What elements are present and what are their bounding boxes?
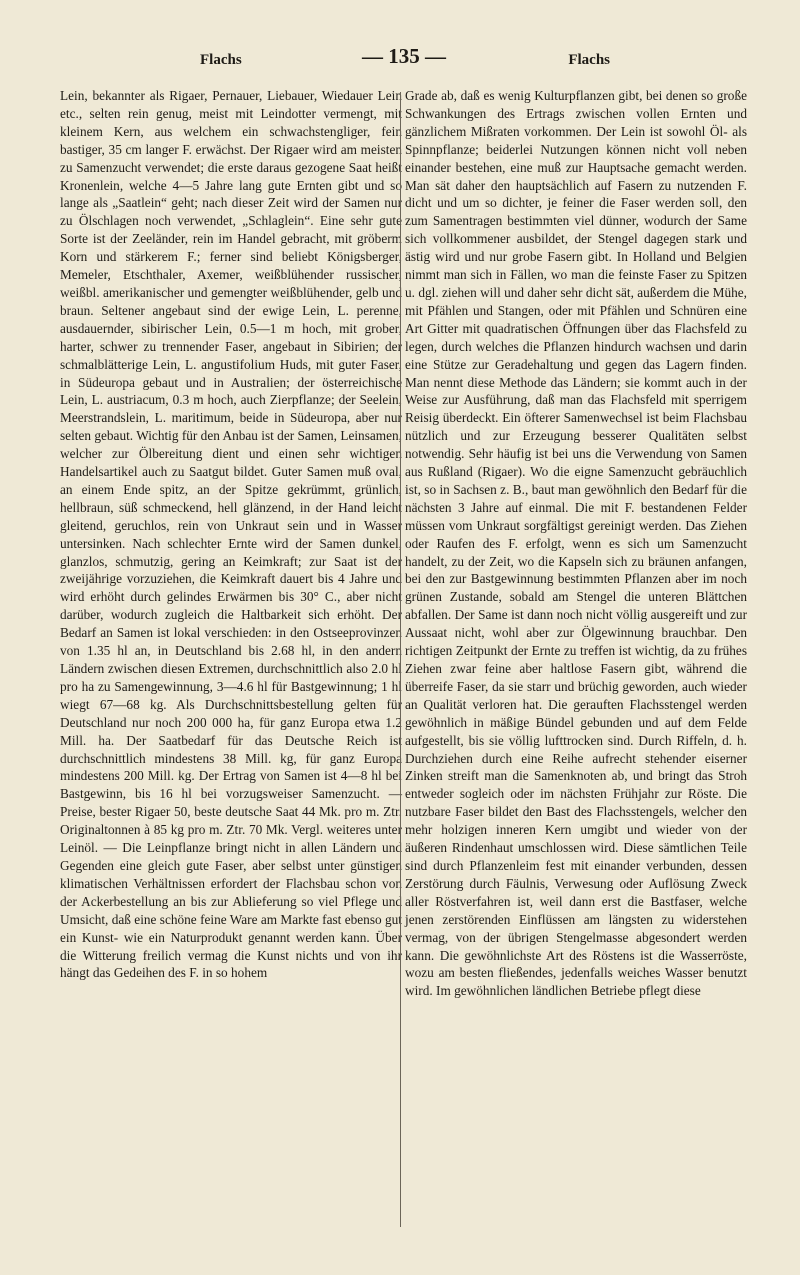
header-right-keyword: Flachs <box>568 52 610 68</box>
page-number: — 135 — <box>362 44 446 68</box>
right-column-text: Grade ab, daß es wenig Kulturpflanzen gibt, bei denen so große Schwankungen des Ertrags zwischen vollen Ernten und gänzlichem Mißraten vorkommen. Der Lein ist sowohl Öl- als Spinnpflanze; beiderlei Nutzungen können nicht voll neben einander bestehen, eine muß zur Hauptsache gemacht werden. Man sät daher den hauptsächlich auf Fasern zu nutzenden F. dicht und um so dichter, je feiner die Faser werden soll, den zum Samentragen bestimmten viel dünner, wodurch der Same sich vollkommener ausbildet, der Stengel dagegen stark und ästig wird und nur grobe Fasern gibt. In Holland und Belgien nimmt man sich in Fällen, wo man die feinste Faser zu Spitzen u. dgl. ziehen will und daher sehr dicht sät, außerdem die Mühe, mit Pfählen und Stangen, oder mit Pfählen und Schnüren eine Art Gitter mit quadratischen Öffnungen über das Flachsfeld zu legen, durch welches die Pflanzen hindurch wachsen und darin eine Stütze zur Geradehaltung und gegen das Lagern finden. Man nennt diese Methode das Ländern; sie kommt auch in der Weise zur Ausführung, daß man das Flachsfeld mit sperrigem Reisig überdeckt. Ein öfterer Samenwechsel ist beim Flachsbau nützlich und zur Erzeugung besserer Qualitäten selbst notwendig. Sehr häufig ist bei uns die Verwendung von Samen aus Rußland (Rigaer). Wo die eigne Samenzucht gebräuchlich ist, so in Sachsen z. B., baut man gewöhnlich den Bedarf für die nächsten 3 Jahre auf einmal. Die mit F. bestandenen Felder müssen vom Unkraut sorgfältigst gereinigt werden. Das Ziehen oder Raufen des F. erfolgt, wenn es sich um Samenzucht handelt, zu der Zeit, wo die Kapseln sich zu bräunen anfangen, bei den zur Bastgewinnung bestimmten Pflanzen aber im noch grünen Zustande, sobald am Stengel die unteren Blättchen abfallen. Der Same ist dann noch nicht völlig ausgereift und zur Aussaat nicht, wohl aber zur Ölgewinnung brauchbar. Den richtigen Zeitpunkt der Ernte zu treffen ist wichtig, da zu frühes Ziehen zwar feine aber haltlose Fasern gibt, während die überreife Faser, da sie starr und brüchig geworden, auch wieder an Qualität verloren hat. Die gerauften Flachsstengel werden gewöhnlich in mäßige Bündel gebunden und auf dem Felde aufgestellt, bis sie völlig lufttrocken sind. Durch Riffeln, d. h. Durchziehen durch eine Reihe aufrecht stehender eiserner Zinken streift man die Samenknoten ab, und bringt das Stroh entweder sogleich oder im nächsten Frühjahr zur Röste. Die nutzbare Faser bildet den Bast des Flachsstengels, welcher den mehr holzigen inneren Kern umgibt und wieder von der äußeren Rindenhaut umschlossen wird. Diese sämtlichen Teile sind durch Pflanzenleim fest mit einander verbunden, dessen Zerstörung durch Fäulnis, Verwesung oder Auflösung Zweck aller Röstverfahren ist, weil dann erst die Bastfaser, welche jenen zerstörenden Einflüssen am längsten zu widerstehen vermag, von der übrigen Stengelmasse abgesondert werden kann. Die gewöhnlichste Art des Röstens ist die Wasserröste, wozu am besten fließendes, jedenfalls weiches Wasser benutzt wird. Im gewöhnlichen ländlichen Betriebe pflegt diese <box>405 88 747 999</box>
left-column-text: Lein, bekannter als Rigaer, Pernauer, Liebauer, Wiedauer Lein etc., selten rein genug, meist mit Leindotter vermengt, mit kleinem Kern, aus welchem ein schwachstengliger, fein bastiger, 35 cm langer F. erwächst. Der Rigaer wird am meisten zu Samenzucht verwendet; die erste daraus gezogene Saat heißt Kronenlein, welche 4—5 Jahre lang gute Ernten gibt und so lange als „Saatlein“ geht; nach dieser Zeit wird der Samen nur zu Ölschlagen noch verwendet, „Schlaglein“. Eine sehr gute Sorte ist der Zeeländer, rein im Handel gebracht, mit gröberm Korn und stärkerem F.; ferner sind beliebt Königsberger, Memeler, Etschthaler, Axemer, weißblühender russischer, weißbl. amerikanischer und gemengter weißblühender, gelb und braun. Seltener angebaut sind der ewige Lein, L. perenne, ausdauernder, sibirischer Lein, 0.5—1 m hoch, mit grober, harter, schwer zu trennender Faser, angebaut in Sibirien; der schmalblätterige Lein, L. angustifolium Huds, mit guter Faser, in Südeuropa gebaut und in Australien; der österreichische Lein, L. austriacum, 0.3 m hoch, auch Zierpflanze; der Seelein, Meerstrandslein, L. maritimum, beide in Südeuropa, aber nur selten gebaut. Wichtig für den Anbau ist der Samen, Leinsamen, welcher zur Ölbereitung dient und einen sehr wichtigen Handelsartikel auch zu Saatgut bildet. Guter Samen muß oval, an einem Ende spitz, an der Spitze gekrümmt, grünlich, hellbraun, süß schmeckend, hell glänzend, in der Hand leicht gleitend, geruchlos, rein von Unkraut sein und in Wasser untersinken. Nach schlechter Ernte wird der Samen dunkel, glanzlos, schmutzig, gering an Keimkraft; zur Saat ist der zweijährige vorzuziehen, die Keimkraft dauert bis 4 Jahre und wird erhöht durch gelindes Erwärmen bis 30° C., aber nicht darüber, wodurch zugleich die Haltbarkeit sich erhöht. Der Bedarf an Samen ist lokal verschieden: in den Ostseeprovinzen von 1.35 hl an, in Deutschland bis 2.68 hl, in den andern Ländern zwischen diesen Extremen, durchschnittlich also 2.0 hl pro ha zu Samengewinnung, 3—4.6 hl für Bastgewinnung; 1 hl wiegt 67—68 kg. Als Durchschnittsbestellung gelten für Deutschland nur noch 200 000 ha, für ganz Europa etwa 1.2 Mill. ha. Der Saatbedarf für das Deutsche Reich ist durchschnittlich mindestens 38 Mill. kg, für ganz Europa mindestens 200 Mill. kg. Der Ertrag von Samen ist 4—8 hl bei Bastgewinn, bis 16 hl bei vorzugsweiser Samenzucht. — Preise, bester Rigaer 50, beste deutsche Saat 44 Mk. pro m. Ztr. Originaltonnen à 85 kg pro m. Ztr. 70 Mk. Vergl. weiteres unter Leinöl. — Die Leinpflanze bringt nicht in allen Ländern und Gegenden eine gleich gute Faser, aber selbst unter günstigen klimatischen Verhältnissen erfordert der Flachsbau schon von der Ackerbestellung an bis zur Ablieferung so viel Pflege und Umsicht, daß eine schöne feine Ware am Markte fast ebenso gut ein Kunst- wie ein Naturprodukt genannt werden kann. Über die Witterung freilich vermag die Kunst nichts und von ihr hängt das Gedeihen des F. in so hohem <box>60 88 402 981</box>
text-column-right <box>405 87 747 1000</box>
header-left-keyword: Flachs <box>200 52 242 68</box>
page-header <box>60 42 748 76</box>
text-column-left <box>60 87 402 982</box>
column-divider <box>400 92 401 1227</box>
